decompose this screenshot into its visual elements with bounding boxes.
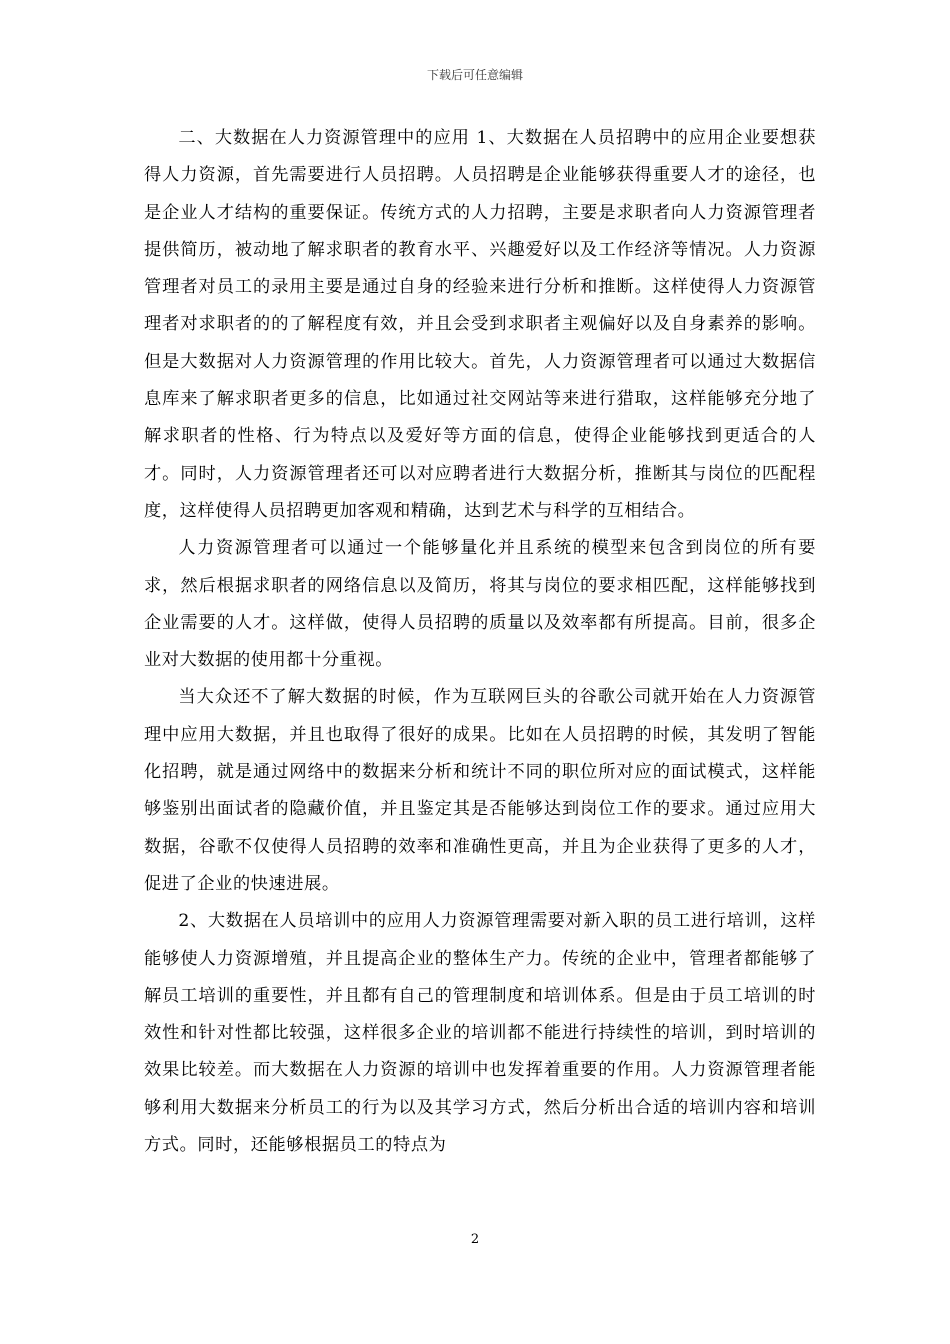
paragraph: 人力资源管理者可以通过一个能够量化并且系统的模型来包含到岗位的所有要求，然后根据求职者的网络信息以及简历，将其与岗位的要求相匹配，这样能够找到企业需要的人才。这样做，使得人员招聘的质量以及效率都有所提高。目前，很多企业对大数据的使用都十分重视。 <box>144 538 816 671</box>
paragraph: 二、大数据在人力资源管理中的应用 1、大数据在人员招聘中的应用企业要想获得人力资源，首先需要进行人员招聘。人员招聘是企业能够获得重要人才的途径，也是企业人才结构的重要保证。传统方式的人力招聘，主要是求职者向人力资源管理者提供简历，被动地了解求职者的教育水平、兴趣爱好以及工作经济等情况。人力资源管理者对员工的录用主要是通过自身的经验来进行分析和推断。这样使得人力资源管理者对求职者的的了解程度有效，并且会受到求职者主观偏好以及自身素养的影响。但是大数据对人力资源管理的作用比较大。首先，人力资源管理者可以通过大数据信息库来了解求职者更多的信息，比如通过社交网站等来进行猎取，这样能够充分地了解求职者的性格、行为特点以及爱好等方面的信息，使得企业能够找到更适合的人才。同时，人力资源管理者还可以对应聘者进行大数据分析，推断其与岗位的匹配程度，这样使得人员招聘更加客观和精确，达到艺术与科学的互相结合。 <box>144 128 816 521</box>
paragraph: 2、大数据在人员培训中的应用人力资源管理需要对新入职的员工进行培训，这样能够使人力资源增殖，并且提高企业的整体生产力。传统的企业中，管理者都能够了解员工培训的重要性，并且都有自己的管理制度和培训体系。但是由于员工培训的时效性和针对性都比较强，这样很多企业的培训都不能进行持续性的培训，到时培训的效果比较差。而大数据在人力资源的培训中也发挥着重要的作用。人力资源管理者能够利用大数据来分析员工的行为以及其学习方式，然后分析出合适的培训内容和培训方式。同时，还能够根据员工的特点为 <box>144 911 816 1156</box>
page-header-note: 下载后可任意编辑 <box>426 68 523 82</box>
page-number: 2 <box>470 1232 480 1247</box>
paragraph: 当大众还不了解大数据的时候，作为互联网巨头的谷歌公司就开始在人力资源管理中应用大数据，并且也取得了很好的成果。比如在人员招聘的时候，其发明了智能化招聘，就是通过网络中的数据来分析和统计不同的职位所对应的面试模式，这样能够鉴别出面试者的隐藏价值，并且鉴定其是否能够达到岗位工作的要求。通过应用大数据，谷歌不仅使得人员招聘的效率和准确性更高，并且为企业获得了更多的人才，促进了企业的快速进展。 <box>144 687 816 894</box>
document-body <box>144 120 816 1164</box>
